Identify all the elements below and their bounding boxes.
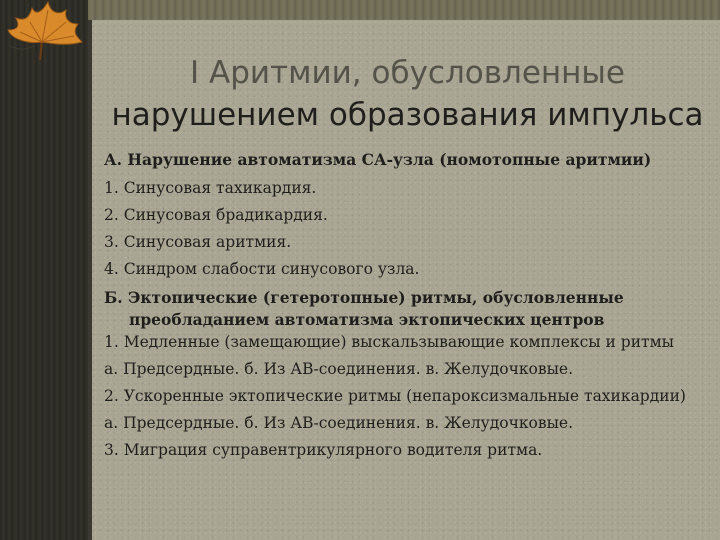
list-item: 3. Миграция суправентрикулярного водителя ритма. xyxy=(104,441,543,459)
list-item: 2. Синусовая брадикардия. xyxy=(104,206,328,224)
slide-edge xyxy=(88,20,92,540)
list-item: 1. Медленные (замещающие) выскальзывающие комплексы и ритмы xyxy=(104,333,675,351)
title-line-1: I Аритмии, обусловленные xyxy=(190,55,625,91)
list-item: 1. Синусовая тахикардия. xyxy=(104,179,317,197)
slide-title xyxy=(95,52,720,136)
title-line-2: нарушением образования импульса xyxy=(111,97,704,133)
list-item: 3. Синусовая аритмия. xyxy=(104,233,292,251)
top-decor-band xyxy=(88,0,720,20)
list-item: а. Предсердные. б. Из АВ-соединения. в. Желудочковые. xyxy=(104,360,574,378)
list-item: 2. Ускоренные эктопические ритмы (непароксизмальные тахикардии) xyxy=(104,387,686,405)
list-item: 4. Синдром слабости синусового узла. xyxy=(104,260,420,278)
list-item: Б. Эктопические (гетеротопные) ритмы, обусловленные преобладанием автоматизма эктопических центров xyxy=(104,288,624,329)
left-decor-strip xyxy=(0,0,88,540)
list-item: А. Нарушение автоматизма СА-узла (номотопные аритмии) xyxy=(104,150,652,169)
list-item: а. Предсердные. б. Из АВ-соединения. в. Желудочковые. xyxy=(104,414,574,432)
autumn-leaf-icon xyxy=(0,0,90,70)
